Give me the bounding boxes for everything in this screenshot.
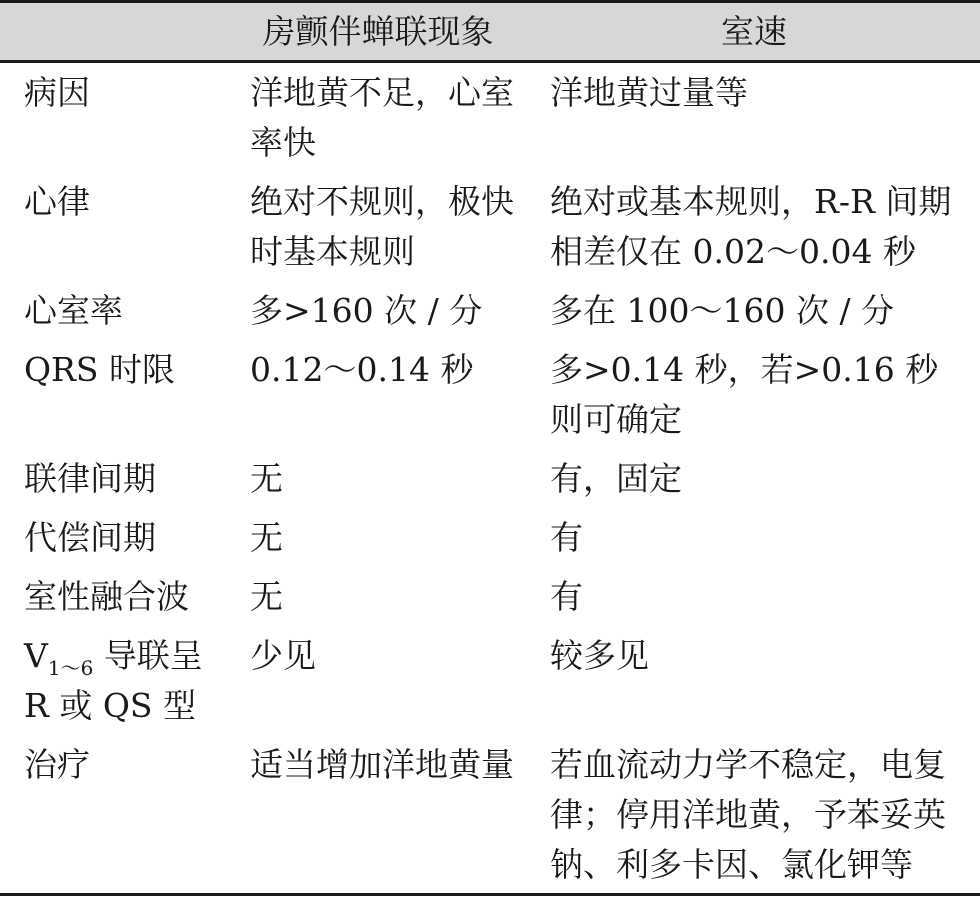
header-cell-vt: 室速 [528, 2, 980, 62]
row-label: 联律间期 [24, 459, 156, 498]
vt-cell: 洋地黄过量等 [550, 73, 748, 112]
row-label: 室性融合波 [24, 577, 189, 616]
af-cell: 无 [250, 459, 283, 498]
row-label: 代偿间期 [24, 518, 156, 557]
vt-cell: 有 [550, 577, 583, 616]
row-label: 心室率 [24, 291, 123, 330]
row-label-suffix: 导联呈 R 或 QS 型 [24, 636, 203, 725]
vt-cell: 较多见 [550, 636, 649, 675]
vt-cell: 多在 100～160 次 / 分 [550, 291, 895, 330]
row-label: 心律 [24, 182, 90, 221]
af-cell: 洋地黄不足，心室率快 [250, 73, 514, 162]
row-label-subscript: 1～6 [47, 656, 94, 680]
table-row [0, 740, 980, 895]
vt-cell: 有 [550, 518, 583, 557]
table-row [0, 513, 980, 572]
af-cell: 无 [250, 577, 283, 616]
af-cell: 0.12～0.14 秒 [250, 350, 474, 389]
header-row [0, 2, 980, 62]
row-label: 病因 [24, 73, 90, 112]
row-label: 治疗 [24, 745, 90, 784]
table-row [0, 177, 980, 286]
vt-cell: 绝对或基本规则，R-R 间期相差仅在 0.02～0.04 秒 [550, 182, 952, 271]
table-row [0, 62, 980, 178]
table-row [0, 286, 980, 345]
row-label-prefix: V [24, 636, 48, 675]
row-label [0, 631, 228, 740]
af-cell: 少见 [250, 636, 316, 675]
header-cell-af: 房颤伴蝉联现象 [228, 2, 528, 62]
table-row [0, 572, 980, 631]
af-cell: 绝对不规则，极快时基本规则 [250, 182, 514, 271]
row-label: QRS 时限 [24, 350, 175, 389]
vt-cell: 多>0.14 秒，若>0.16 秒则可确定 [550, 350, 939, 439]
table-body [0, 62, 980, 895]
vt-cell: 有，固定 [550, 459, 682, 498]
table-row [0, 454, 980, 513]
vt-cell: 若血流动力学不稳定，电复律；停用洋地黄，予苯妥英钠、利多卡因、氯化钾等 [550, 745, 946, 884]
af-cell: 适当增加洋地黄量 [250, 745, 514, 784]
table-row [0, 631, 980, 740]
table-header [0, 2, 980, 62]
af-cell: 多>160 次 / 分 [250, 291, 483, 330]
header-cell-blank [0, 2, 228, 62]
af-cell: 无 [250, 518, 283, 557]
table-row [0, 345, 980, 454]
